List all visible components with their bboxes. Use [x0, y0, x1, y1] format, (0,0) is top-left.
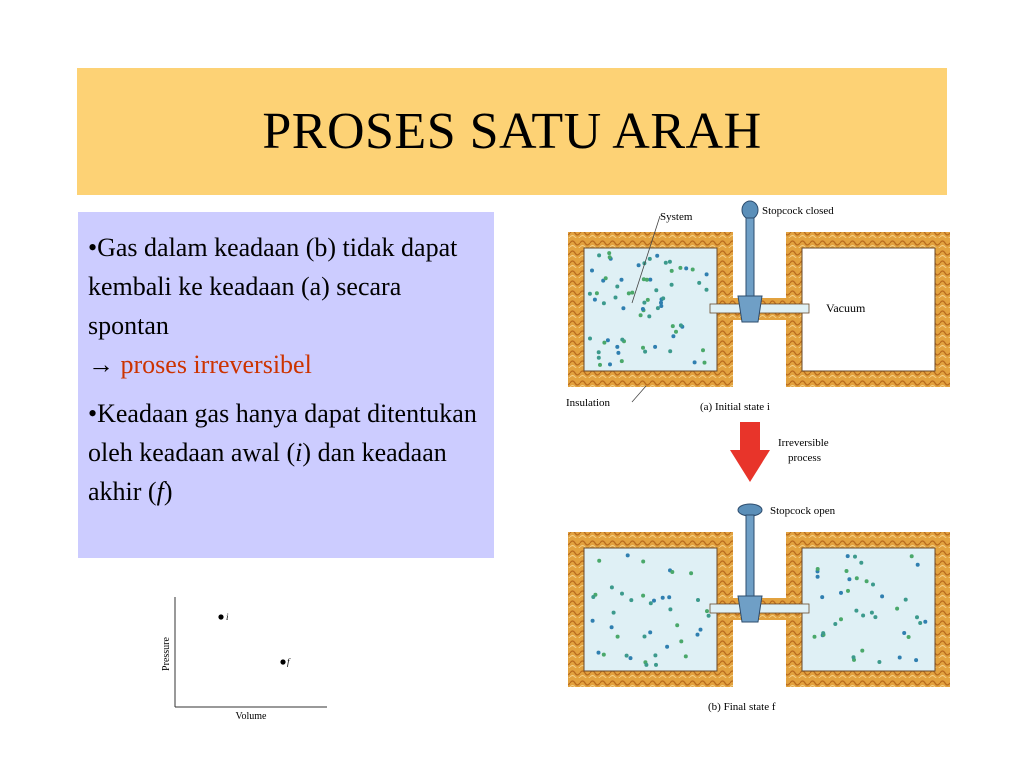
gas-molecule	[602, 653, 606, 657]
gas-molecule	[629, 598, 633, 602]
gas-molecule	[616, 635, 620, 639]
gas-molecule	[873, 615, 877, 619]
gas-molecule	[697, 281, 701, 285]
pv-xlabel: Volume	[235, 711, 267, 722]
gas-molecule	[637, 263, 641, 267]
gas-molecule	[820, 595, 824, 599]
gas-molecule	[661, 296, 665, 300]
gas-molecule	[597, 350, 601, 354]
gas-molecule	[910, 554, 914, 558]
gas-molecule	[839, 617, 843, 621]
gas-molecule	[654, 663, 658, 667]
irreversible-label: Irreversible	[778, 437, 829, 449]
gas-molecule	[705, 609, 709, 613]
gas-molecule	[671, 334, 675, 338]
insulation-label: Insulation	[566, 397, 610, 409]
gas-molecule	[691, 268, 695, 272]
gas-molecule	[608, 255, 612, 259]
gas-molecule	[629, 656, 633, 660]
gas-molecule	[674, 330, 678, 334]
process-label: process	[788, 452, 821, 464]
gas-molecule	[588, 337, 592, 341]
bullet-box	[78, 212, 494, 558]
gas-molecule	[699, 628, 703, 632]
gas-molecule	[668, 260, 672, 264]
gas-molecule	[877, 660, 881, 664]
gas-molecule	[659, 304, 663, 308]
gas-molecule	[918, 621, 922, 625]
gas-molecule	[615, 345, 619, 349]
gas-molecule	[904, 598, 908, 602]
final-state-caption: (b) Final state f	[708, 701, 776, 713]
gas-molecule	[670, 269, 674, 273]
gas-molecule	[880, 594, 884, 598]
system-chamber	[584, 248, 717, 371]
gas-molecule	[598, 363, 602, 367]
gas-molecule	[595, 291, 599, 295]
bullet-1	[88, 228, 484, 384]
gas-molecule	[870, 611, 874, 615]
gas-molecule	[627, 291, 631, 295]
gas-molecule	[689, 571, 693, 575]
left-chamber-final	[584, 548, 717, 671]
gas-molecule	[670, 283, 674, 287]
gas-molecule	[847, 577, 851, 581]
gas-molecule	[588, 292, 592, 296]
gas-molecule	[591, 619, 595, 623]
gas-molecule	[642, 301, 646, 305]
title-band	[77, 68, 947, 195]
gas-molecule	[821, 631, 825, 635]
gas-molecule	[916, 563, 920, 567]
insulation-pointer	[632, 386, 646, 402]
gas-molecule	[620, 359, 624, 363]
gas-molecule	[656, 306, 660, 310]
vacuum-chamber	[802, 248, 935, 371]
gas-molecule	[639, 313, 643, 317]
gas-molecule	[654, 288, 658, 292]
gas-molecule	[915, 615, 919, 619]
gas-molecule	[621, 306, 625, 310]
gas-molecule	[602, 341, 606, 345]
gas-molecule	[591, 595, 595, 599]
gas-molecule	[649, 601, 653, 605]
gas-molecule	[610, 625, 614, 629]
arrow-glyph: →	[88, 350, 114, 379]
gas-molecule	[852, 655, 856, 659]
bullet-2-pre: •Keadaan gas hanya dapat ditentukan oleh keadaan awal (	[88, 399, 477, 467]
stopcock-closed-label: Stopcock closed	[762, 205, 834, 217]
gas-molecule	[620, 278, 624, 282]
gas-molecule	[648, 630, 652, 634]
bullet-2-i: i	[295, 438, 303, 467]
gas-molecule	[641, 307, 645, 311]
gas-molecule	[895, 607, 899, 611]
pv-point-f-label: f	[287, 657, 290, 667]
gas-molecule	[590, 269, 594, 273]
gas-molecule	[816, 575, 820, 579]
gas-molecule	[664, 261, 668, 265]
gas-molecule	[597, 356, 601, 360]
right-chamber-final	[802, 548, 935, 671]
initial-state-diagram	[566, 201, 950, 413]
gas-molecule	[833, 622, 837, 626]
gas-molecule	[859, 561, 863, 565]
gas-molecule	[653, 653, 657, 657]
gas-molecule	[855, 576, 859, 580]
gas-molecule	[653, 345, 657, 349]
bullet-1-text: •Gas dalam keadaan (b) tidak dapat kembali ke keadaan (a) secara spontan	[88, 233, 458, 340]
bullet-2-f: f	[156, 477, 164, 506]
gas-molecule	[607, 251, 611, 255]
gas-molecule	[923, 620, 927, 624]
bullet-2-post: )	[163, 477, 173, 506]
gas-molecule	[597, 651, 601, 655]
gas-molecule	[652, 599, 656, 603]
final-state-diagram	[568, 504, 950, 713]
gas-molecule	[846, 589, 850, 593]
gas-molecule	[705, 288, 709, 292]
gas-molecule	[907, 635, 911, 639]
gas-molecule	[679, 323, 683, 327]
gas-molecule	[816, 567, 820, 571]
free-expansion-apparatus	[560, 198, 950, 718]
gas-molecule	[678, 266, 682, 270]
pv-point-i-label: i	[226, 612, 229, 622]
gas-molecule	[641, 594, 645, 598]
gas-molecule	[620, 338, 624, 342]
gas-molecule	[701, 348, 705, 352]
gas-molecule	[643, 350, 647, 354]
gas-molecule	[597, 559, 601, 563]
gas-molecule	[705, 272, 709, 276]
initial-state-caption: (a) Initial state i	[700, 401, 770, 413]
gas-molecule	[839, 591, 843, 595]
stopcock-open-label: Stopcock open	[770, 505, 836, 517]
stopcock-open	[738, 504, 762, 622]
bullet-2	[88, 394, 484, 511]
gas-molecule	[593, 298, 597, 302]
gas-molecule	[845, 569, 849, 573]
gas-molecule	[860, 649, 864, 653]
gas-molecule	[646, 298, 650, 302]
gas-molecule	[675, 623, 679, 627]
gas-molecule	[679, 639, 683, 643]
slide-title: PROSES SATU ARAH	[262, 103, 762, 160]
gas-molecule	[655, 254, 659, 258]
irreversible-process-arrow	[730, 422, 770, 482]
gas-molecule	[861, 614, 865, 618]
gas-molecule	[707, 614, 711, 618]
gas-molecule	[671, 324, 675, 328]
gas-molecule	[620, 592, 624, 596]
gas-molecule	[853, 555, 857, 559]
stopcock-closed	[738, 201, 762, 322]
gas-molecule	[602, 301, 606, 305]
gas-molecule	[647, 314, 651, 318]
gas-molecule	[643, 635, 647, 639]
gas-molecule	[612, 611, 616, 615]
gas-molecule	[668, 607, 672, 611]
gas-molecule	[644, 663, 648, 667]
gas-molecule	[703, 361, 707, 365]
gas-molecule	[914, 658, 918, 662]
pv-diagram	[155, 592, 335, 722]
gas-molecule	[665, 645, 669, 649]
pv-point-i	[218, 614, 223, 619]
gas-molecule	[813, 635, 817, 639]
gas-molecule	[898, 656, 902, 660]
gas-molecule	[696, 633, 700, 637]
vacuum-label: Vacuum	[826, 301, 866, 315]
bullet-1-highlight: proses irreversibel	[120, 350, 312, 379]
pv-point-f	[280, 659, 285, 664]
gas-molecule	[606, 338, 610, 342]
gas-molecule	[684, 266, 688, 270]
gas-molecule	[625, 654, 629, 658]
gas-molecule	[667, 595, 671, 599]
gas-molecule	[610, 585, 614, 589]
gas-molecule	[696, 598, 700, 602]
gas-molecule	[668, 349, 672, 353]
gas-molecule	[865, 579, 869, 583]
gas-molecule	[614, 296, 618, 300]
gas-molecule	[630, 291, 634, 295]
system-label: System	[660, 211, 693, 223]
gas-molecule	[648, 278, 652, 282]
pv-ylabel: Pressure	[161, 637, 172, 671]
gas-molecule	[684, 654, 688, 658]
gas-molecule	[846, 554, 850, 558]
gas-molecule	[693, 360, 697, 364]
gas-molecule	[597, 253, 601, 257]
gas-molecule	[641, 346, 645, 350]
gas-molecule	[616, 351, 620, 355]
gas-molecule	[648, 257, 652, 261]
gas-molecule	[615, 285, 619, 289]
gas-molecule	[661, 596, 665, 600]
gas-molecule	[670, 570, 674, 574]
gas-molecule	[604, 276, 608, 280]
gas-molecule	[608, 362, 612, 366]
gas-molecule	[871, 583, 875, 587]
gas-molecule	[626, 553, 630, 557]
gas-molecule	[854, 609, 858, 613]
gas-molecule	[902, 631, 906, 635]
gas-molecule	[641, 560, 645, 564]
gas-molecule	[645, 278, 649, 282]
bullet-2-mid: ) dan keadaan akhir (	[88, 438, 447, 506]
